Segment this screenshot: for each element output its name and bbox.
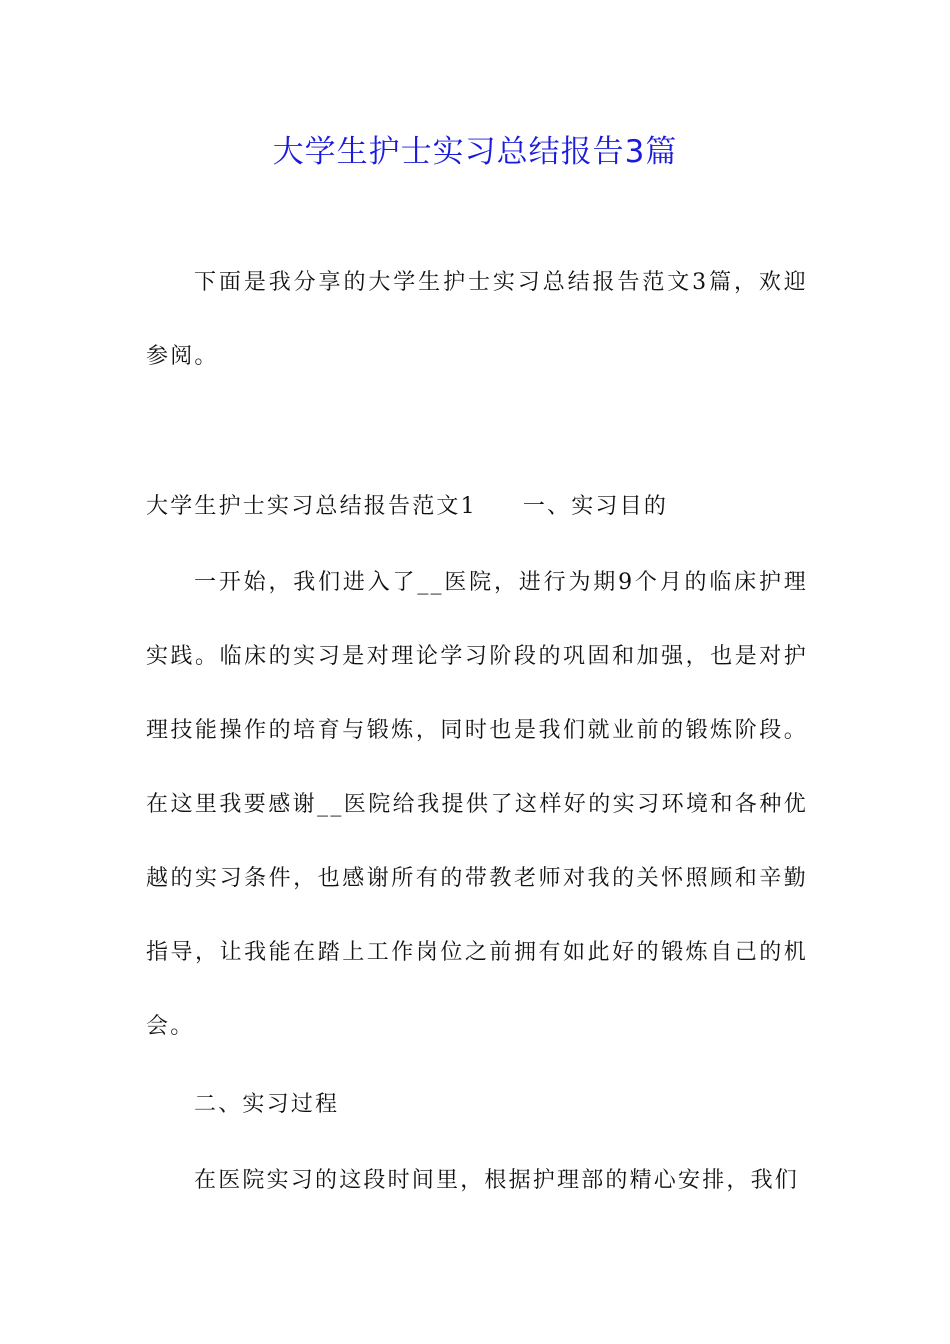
section-2-heading: 二、实习过程: [194, 1092, 340, 1117]
section-1-body: 一开始，我们进入了__医院，进行为期9个月的临床护理实践。临床的实习是对理论学习阶段的巩固和加强，也是对护理技能操作的培育与锻炼，同时也是我们就业前的锻炼阶段。在这里我要感谢__医院给我提供了这样好的实习环境和各种优越的实习条件，也感谢所有的带教老师对我的关怀照顾和辛勤指导，让我能在踏上工作岗位之前拥有如此好的锻炼自己的机会。: [146, 570, 808, 1039]
section-1-heading: 一、实习目的: [522, 494, 669, 519]
essay-heading-line: [146, 470, 808, 544]
document-title: 大学生护士实习总结报告3篇: [272, 134, 678, 170]
section-2-body: 在医院实习的这段时间里，根据护理部的精心安排，我们: [194, 1168, 800, 1193]
essay-1-heading: 大学生护士实习总结报告范文1: [146, 494, 477, 519]
intro-paragraph: 下面是我分享的大学生护士实习总结报告范文3篇，欢迎参阅。: [146, 270, 808, 369]
